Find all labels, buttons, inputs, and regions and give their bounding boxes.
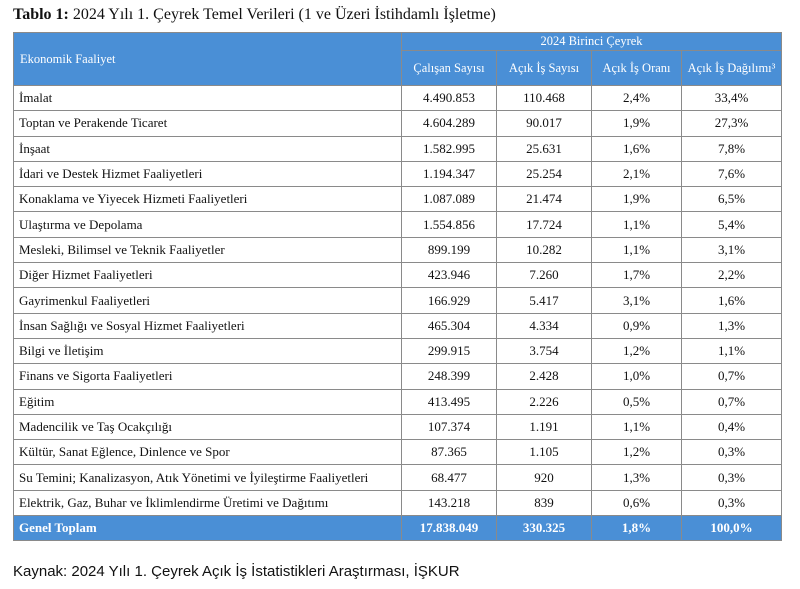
activity-cell: Diğer Hizmet Faaliyetleri (14, 263, 402, 288)
source-note: Kaynak: 2024 Yılı 1. Çeyrek Açık İş İstatistikleri Araştırması, İŞKUR (13, 563, 460, 580)
header-activity: Ekonomik Faaliyet (14, 33, 402, 86)
employees-cell: 166.929 (402, 288, 497, 313)
share-cell: 0,7% (682, 389, 782, 414)
table-row (14, 364, 782, 389)
rate-cell: 0,9% (592, 313, 682, 338)
activity-cell: İnsan Sağlığı ve Sosyal Hizmet Faaliyetleri (14, 313, 402, 338)
rate-cell: 1,1% (592, 414, 682, 439)
table-row (14, 212, 782, 237)
table-title (13, 6, 496, 24)
employees-cell: 68.477 (402, 465, 497, 490)
table-row (14, 414, 782, 439)
activity-cell: Kültür, Sanat Eğlence, Dinlence ve Spor (14, 440, 402, 465)
table-row (14, 313, 782, 338)
vacancies-cell: 5.417 (497, 288, 592, 313)
rate-cell: 2,1% (592, 161, 682, 186)
employees-cell: 248.399 (402, 364, 497, 389)
rate-cell: 1,3% (592, 465, 682, 490)
vacancies-cell: 920 (497, 465, 592, 490)
total-name-cell: Genel Toplam (14, 516, 402, 541)
employees-cell: 1.582.995 (402, 136, 497, 161)
rate-cell: 1,2% (592, 338, 682, 363)
vacancies-cell: 110.468 (497, 86, 592, 111)
data-table (13, 32, 782, 541)
share-cell: 0,3% (682, 465, 782, 490)
activity-cell: Toptan ve Perakende Ticaret (14, 111, 402, 136)
employees-cell: 899.199 (402, 237, 497, 262)
table-row (14, 161, 782, 186)
table-row (14, 263, 782, 288)
vacancies-cell: 4.334 (497, 313, 592, 338)
employees-cell: 4.490.853 (402, 86, 497, 111)
activity-cell: Finans ve Sigorta Faaliyetleri (14, 364, 402, 389)
employees-cell: 143.218 (402, 490, 497, 515)
share-cell: 2,2% (682, 263, 782, 288)
employees-cell: 107.374 (402, 414, 497, 439)
share-cell: 27,3% (682, 111, 782, 136)
vacancies-cell: 7.260 (497, 263, 592, 288)
share-cell: 1,1% (682, 338, 782, 363)
header-vacancies: Açık İş Sayısı (497, 51, 592, 86)
rate-cell: 1,1% (592, 212, 682, 237)
share-cell: 0,7% (682, 364, 782, 389)
share-cell: 3,1% (682, 237, 782, 262)
vacancies-cell: 25.631 (497, 136, 592, 161)
table-row (14, 389, 782, 414)
rate-cell: 1,7% (592, 263, 682, 288)
rate-cell: 1,2% (592, 440, 682, 465)
rate-cell: 3,1% (592, 288, 682, 313)
activity-cell: İmalat (14, 86, 402, 111)
header-rate: Açık İş Oranı (592, 51, 682, 86)
vacancies-cell: 1.191 (497, 414, 592, 439)
share-cell: 0,3% (682, 490, 782, 515)
vacancies-cell: 25.254 (497, 161, 592, 186)
vacancies-cell: 839 (497, 490, 592, 515)
activity-cell: Konaklama ve Yiyecek Hizmeti Faaliyetleri (14, 187, 402, 212)
employees-cell: 423.946 (402, 263, 497, 288)
total-share-cell: 100,0% (682, 516, 782, 541)
table-row (14, 288, 782, 313)
employees-cell: 413.495 (402, 389, 497, 414)
vacancies-cell: 17.724 (497, 212, 592, 237)
activity-cell: Bilgi ve İletişim (14, 338, 402, 363)
vacancies-cell: 3.754 (497, 338, 592, 363)
header-share: Açık İş Dağılımı³ (682, 51, 782, 86)
rate-cell: 0,5% (592, 389, 682, 414)
share-cell: 7,8% (682, 136, 782, 161)
rate-cell: 1,9% (592, 187, 682, 212)
share-cell: 33,4% (682, 86, 782, 111)
total-vacancies-cell: 330.325 (497, 516, 592, 541)
share-cell: 6,5% (682, 187, 782, 212)
vacancies-cell: 21.474 (497, 187, 592, 212)
vacancies-cell: 90.017 (497, 111, 592, 136)
table-body (14, 86, 782, 541)
table-row (14, 440, 782, 465)
activity-cell: İnşaat (14, 136, 402, 161)
share-cell: 0,3% (682, 440, 782, 465)
vacancies-cell: 1.105 (497, 440, 592, 465)
activity-cell: Gayrimenkul Faaliyetleri (14, 288, 402, 313)
rate-cell: 1,9% (592, 111, 682, 136)
employees-cell: 465.304 (402, 313, 497, 338)
table-number: Tablo 1: (13, 6, 69, 23)
share-cell: 1,3% (682, 313, 782, 338)
vacancies-cell: 2.428 (497, 364, 592, 389)
header-group: 2024 Birinci Çeyrek (402, 33, 782, 51)
rate-cell: 1,6% (592, 136, 682, 161)
total-rate-cell: 1,8% (592, 516, 682, 541)
total-row (14, 516, 782, 541)
rate-cell: 1,1% (592, 237, 682, 262)
vacancies-cell: 10.282 (497, 237, 592, 262)
table-row (14, 136, 782, 161)
employees-cell: 1.194.347 (402, 161, 497, 186)
table-row (14, 237, 782, 262)
table-row (14, 465, 782, 490)
table-title-text: 2024 Yılı 1. Çeyrek Temel Verileri (1 ve Üzeri İstihdamlı İşletme) (68, 6, 496, 23)
activity-cell: Elektrik, Gaz, Buhar ve İklimlendirme Üretimi ve Dağıtımı (14, 490, 402, 515)
table-row (14, 111, 782, 136)
activity-cell: Mesleki, Bilimsel ve Teknik Faaliyetler (14, 237, 402, 262)
employees-cell: 1.554.856 (402, 212, 497, 237)
vacancies-cell: 2.226 (497, 389, 592, 414)
table-row (14, 338, 782, 363)
employees-cell: 1.087.089 (402, 187, 497, 212)
rate-cell: 0,6% (592, 490, 682, 515)
table-row (14, 86, 782, 111)
table-row (14, 187, 782, 212)
employees-cell: 87.365 (402, 440, 497, 465)
share-cell: 5,4% (682, 212, 782, 237)
activity-cell: Madencilik ve Taş Ocakçılığı (14, 414, 402, 439)
total-employees-cell: 17.838.049 (402, 516, 497, 541)
employees-cell: 4.604.289 (402, 111, 497, 136)
rate-cell: 2,4% (592, 86, 682, 111)
rate-cell: 1,0% (592, 364, 682, 389)
activity-cell: Ulaştırma ve Depolama (14, 212, 402, 237)
activity-cell: Su Temini; Kanalizasyon, Atık Yönetimi ve İyileştirme Faaliyetleri (14, 465, 402, 490)
header-employees: Çalışan Sayısı (402, 51, 497, 86)
table-row (14, 490, 782, 515)
share-cell: 1,6% (682, 288, 782, 313)
share-cell: 7,6% (682, 161, 782, 186)
share-cell: 0,4% (682, 414, 782, 439)
activity-cell: İdari ve Destek Hizmet Faaliyetleri (14, 161, 402, 186)
activity-cell: Eğitim (14, 389, 402, 414)
employees-cell: 299.915 (402, 338, 497, 363)
